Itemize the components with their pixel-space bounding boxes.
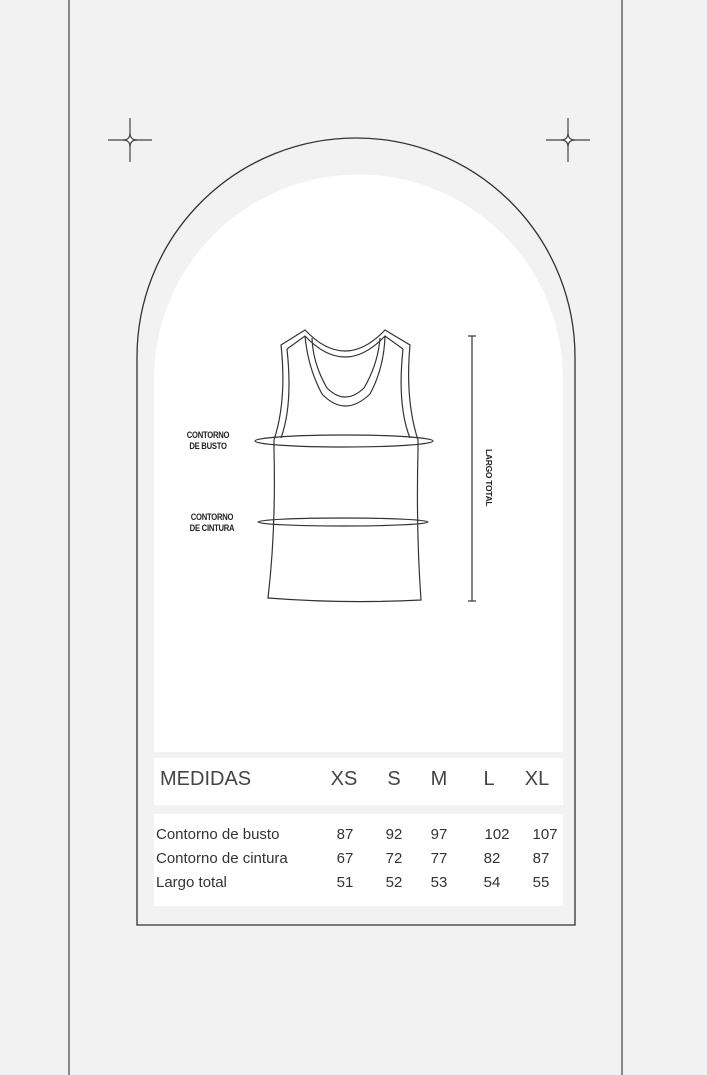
size-xs-header: XS (330, 768, 358, 790)
row-label: Contorno de busto (156, 826, 280, 843)
bust-label-line1: CONTORNO (186, 430, 230, 440)
cell-s: 52 (385, 874, 403, 891)
length-label: LARGO TOTAL (484, 449, 494, 507)
size-m-header: M (430, 768, 448, 790)
waist-label-line1: CONTORNO (190, 512, 234, 522)
table-row (154, 874, 563, 898)
cell-xs: 87 (336, 826, 354, 843)
cell-xl: 87 (532, 850, 550, 867)
sparkle-icon-right (546, 118, 590, 162)
table-title: MEDIDAS (160, 768, 252, 790)
inner-arch (154, 175, 563, 753)
waist-label (181, 512, 242, 534)
cell-xs: 67 (336, 850, 354, 867)
cell-m: 77 (430, 850, 448, 867)
size-xl-header: XL (524, 768, 550, 790)
cell-xl: 107 (532, 826, 558, 843)
cell-xl: 55 (532, 874, 550, 891)
cell-l: 54 (483, 874, 501, 891)
bust-label-line2: DE BUSTO (189, 441, 227, 451)
cell-l: 102 (484, 826, 510, 843)
bust-label (181, 430, 235, 452)
size-l-header: L (483, 768, 495, 790)
cell-s: 72 (385, 850, 403, 867)
cell-xs: 51 (336, 874, 354, 891)
size-s-header: S (387, 768, 401, 790)
waist-label-line2: DE CINTURA (189, 523, 235, 533)
row-label: Largo total (156, 874, 227, 891)
size-table-header (154, 758, 563, 805)
size-table-body (154, 814, 563, 906)
cell-s: 92 (385, 826, 403, 843)
sparkle-icon-left (108, 118, 152, 162)
cell-m: 97 (430, 826, 448, 843)
table-row (154, 826, 563, 850)
cell-m: 53 (430, 874, 448, 891)
table-row (154, 850, 563, 874)
cell-l: 82 (483, 850, 501, 867)
row-label: Contorno de cintura (156, 850, 288, 867)
